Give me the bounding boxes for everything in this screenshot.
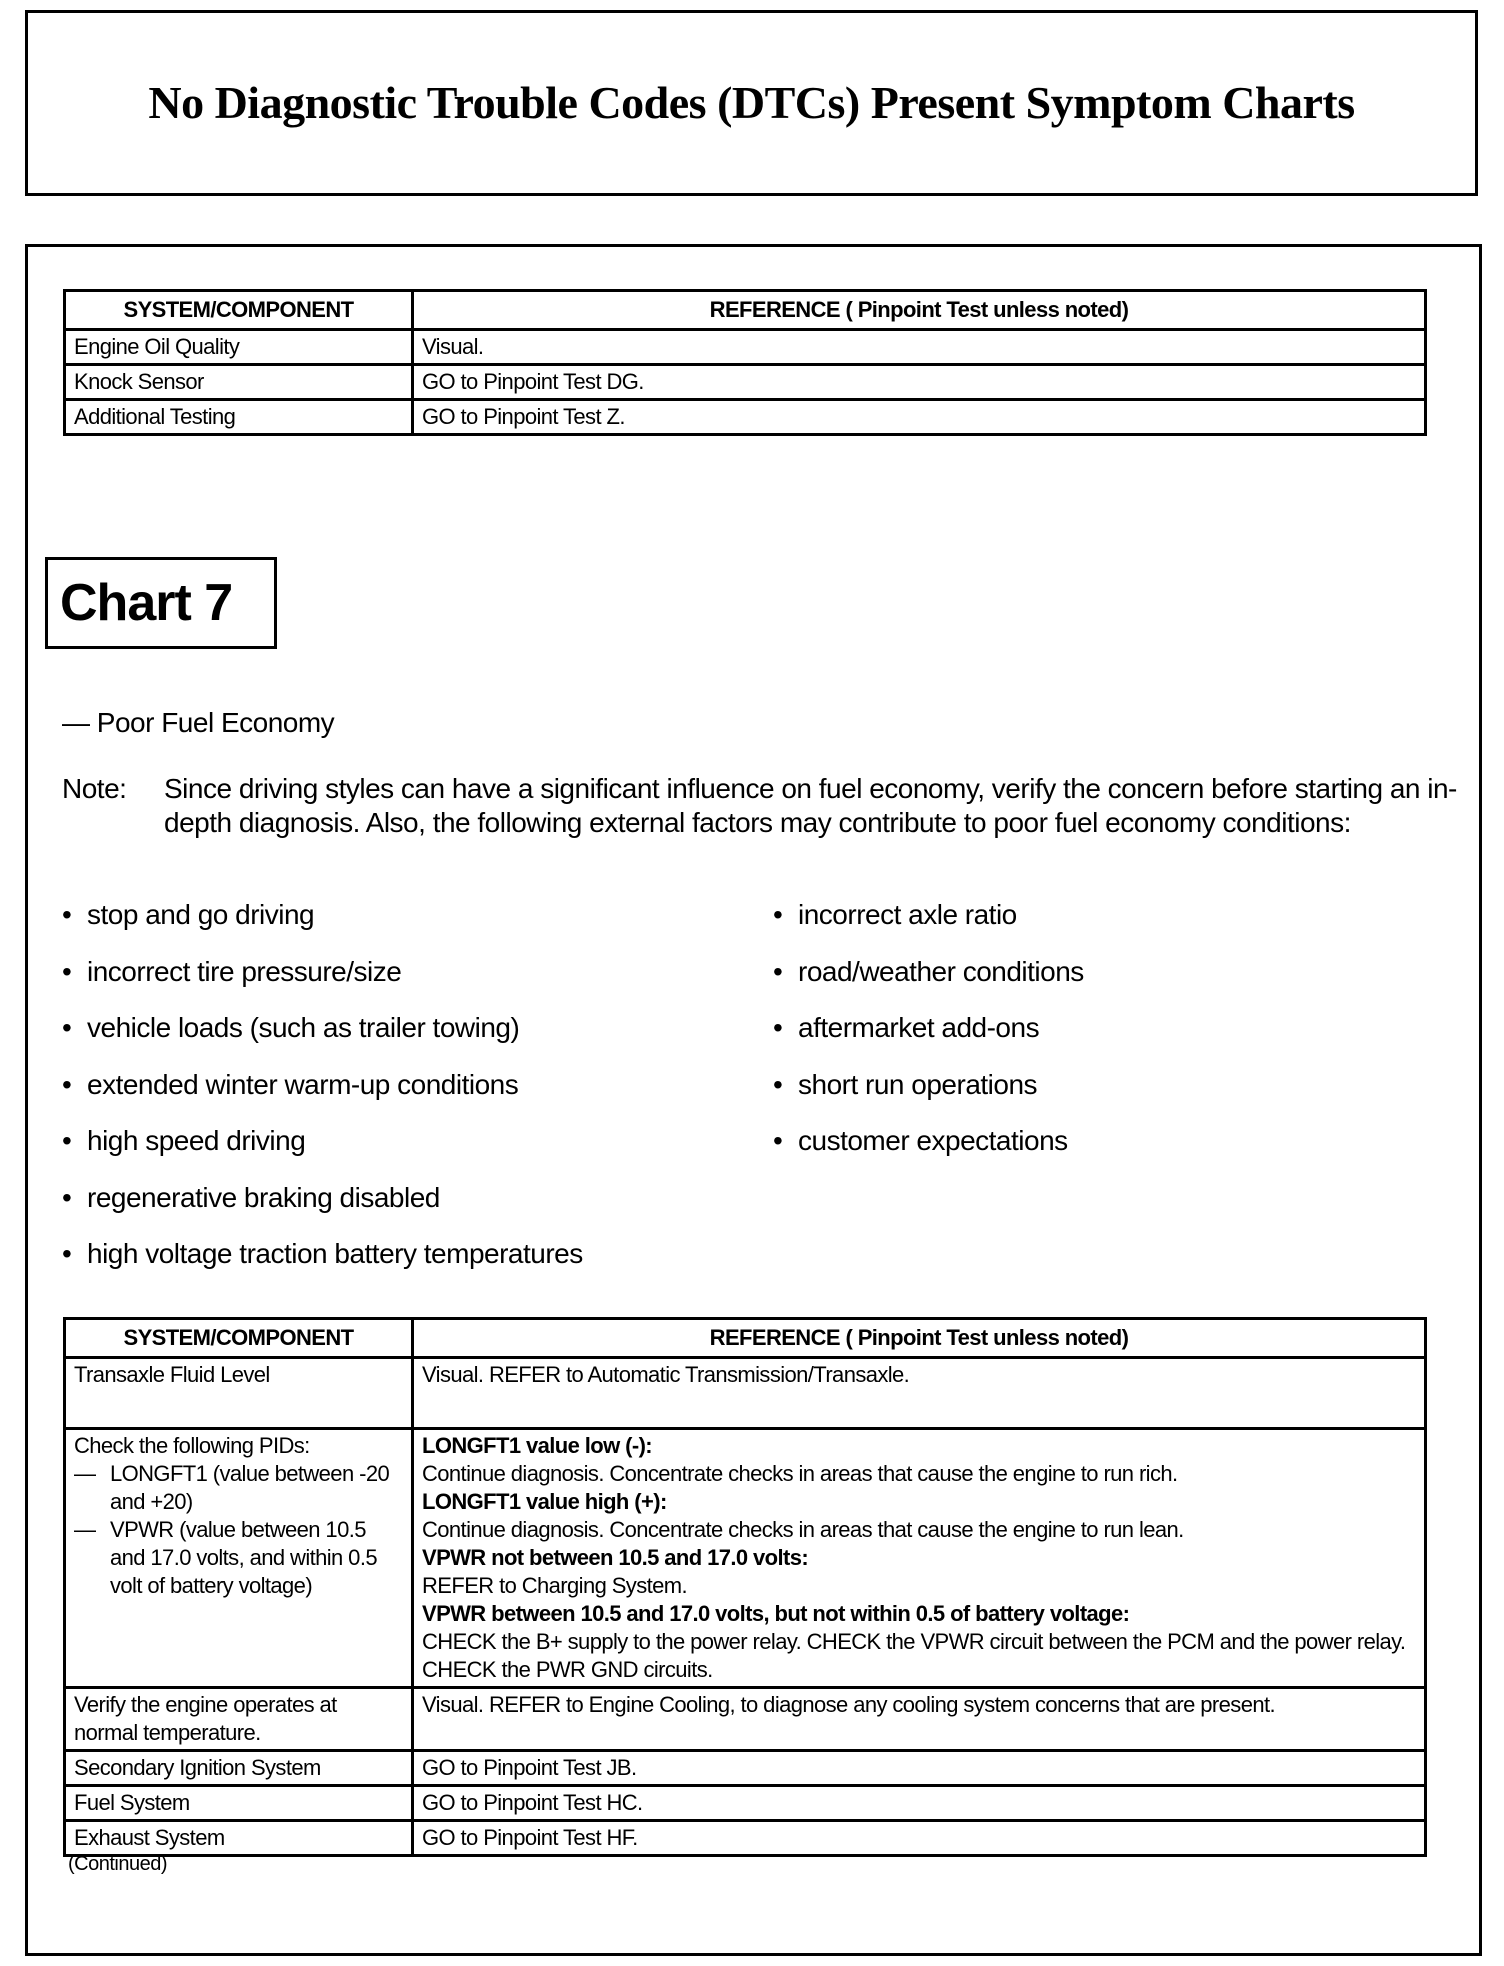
bullet-icon: •	[773, 955, 783, 987]
component-cell: Verify the engine operates at normal temperature.	[65, 1688, 413, 1751]
content-panel	[25, 244, 1482, 1956]
list-item	[62, 1125, 583, 1182]
page-title: No Diagnostic Trouble Codes (DTCs) Present Symptom Charts	[148, 77, 1355, 128]
chart-number-badge: Chart 7	[45, 557, 277, 649]
component-cell: Transaxle Fluid Level	[65, 1358, 413, 1429]
condition-heading: VPWR between 10.5 and 17.0 volts, but not within 0.5 of battery voltage:	[422, 1601, 1130, 1626]
bullet-icon: •	[773, 1012, 783, 1043]
bullet-icon: •	[62, 1181, 72, 1213]
reference-table-2	[63, 1317, 1427, 1857]
reference-table-1	[63, 289, 1427, 436]
dash-icon: —	[74, 1461, 96, 1486]
list-item	[773, 1125, 1084, 1182]
condition-text: Continue diagnosis. Concentrate checks in areas that cause the engine to run lean.	[422, 1517, 1184, 1542]
condition-text: REFER to Charging System.	[422, 1573, 687, 1598]
condition-heading: VPWR not between 10.5 and 17.0 volts:	[422, 1545, 809, 1570]
reference-cell: GO to Pinpoint Test HC.	[413, 1786, 1426, 1821]
dash-icon: —	[74, 1517, 96, 1542]
list-item	[74, 1516, 403, 1600]
list-item	[62, 1069, 583, 1126]
factors-list-left	[62, 899, 583, 1295]
factor-text: high speed driving	[87, 1125, 306, 1156]
pid-item: LONGFT1 (value between -20 and +20)	[110, 1461, 390, 1514]
table-header-row	[65, 291, 1426, 330]
header-reference: REFERENCE ( Pinpoint Test unless noted)	[413, 1319, 1426, 1358]
condition-heading: LONGFT1 value high (+):	[422, 1489, 667, 1514]
list-item	[62, 956, 583, 1013]
reference-cell	[413, 1429, 1426, 1688]
header-reference: REFERENCE ( Pinpoint Test unless noted)	[413, 291, 1426, 330]
factor-text: aftermarket add-ons	[798, 1012, 1040, 1043]
condition-text: Continue diagnosis. Concentrate checks in areas that cause the engine to run rich.	[422, 1461, 1178, 1486]
factor-text: high voltage traction battery temperatures	[87, 1238, 583, 1269]
bullet-icon: •	[62, 1125, 72, 1156]
bullet-icon: •	[62, 1068, 72, 1100]
reference-cell: Visual. REFER to Automatic Transmission/Transaxle.	[413, 1358, 1426, 1429]
pid-intro: Check the following PIDs:	[74, 1433, 310, 1458]
bullet-icon: •	[62, 899, 72, 930]
component-cell	[65, 1429, 413, 1688]
table-row	[65, 1688, 1426, 1751]
component-cell: Exhaust System	[65, 1821, 413, 1856]
bullet-icon: •	[62, 1012, 72, 1043]
pid-item: VPWR (value between 10.5 and 17.0 volts, and within 0.5 volt of battery voltage)	[110, 1517, 377, 1598]
note-block	[62, 772, 1462, 840]
table-row	[65, 1751, 1426, 1786]
header-system-component: SYSTEM/COMPONENT	[65, 1319, 413, 1358]
page-title-box	[25, 10, 1478, 196]
list-item	[773, 1069, 1084, 1126]
factor-text: incorrect axle ratio	[798, 899, 1017, 930]
list-item	[62, 1238, 583, 1295]
factor-text: short run operations	[798, 1068, 1038, 1100]
list-item	[773, 899, 1084, 956]
bullet-icon: •	[773, 899, 783, 930]
factor-text: incorrect tire pressure/size	[87, 955, 402, 987]
reference-cell: GO to Pinpoint Test Z.	[413, 400, 1426, 435]
table-header-row	[65, 1319, 1426, 1358]
factors-list-right	[773, 899, 1084, 1182]
symptom-heading: — Poor Fuel Economy	[62, 707, 335, 738]
table-row	[65, 1786, 1426, 1821]
table-row	[65, 400, 1426, 435]
component-cell: Additional Testing	[65, 400, 413, 435]
reference-cell: GO to Pinpoint Test JB.	[413, 1751, 1426, 1786]
continued-label: (Continued)	[68, 1853, 168, 1875]
list-item	[773, 956, 1084, 1013]
factor-text: customer expectations	[798, 1125, 1068, 1156]
note-text: Since driving styles can have a significant influence on fuel economy, verify the concern before starting an in-depth diagnosis. Also, the following external factors may contribute to poor fuel economy conditions:	[164, 773, 1457, 838]
factor-text: stop and go driving	[87, 899, 315, 930]
bullet-icon: •	[62, 955, 72, 987]
note-label: Note:	[62, 773, 127, 804]
condition-text: CHECK the B+ supply to the power relay. CHECK the VPWR circuit between the PCM and the power relay. CHECK the PWR GND circuits.	[422, 1629, 1406, 1682]
list-item	[62, 1012, 583, 1069]
component-cell: Engine Oil Quality	[65, 330, 413, 365]
pid-list	[74, 1460, 403, 1600]
bullet-icon: •	[62, 1238, 72, 1269]
reference-cell: GO to Pinpoint Test HF.	[413, 1821, 1426, 1856]
factor-text: vehicle loads (such as trailer towing)	[87, 1012, 520, 1043]
table-row	[65, 365, 1426, 400]
reference-cell: GO to Pinpoint Test DG.	[413, 365, 1426, 400]
condition-heading: LONGFT1 value low (-):	[422, 1433, 653, 1458]
list-item	[773, 1012, 1084, 1069]
reference-cell: Visual.	[413, 330, 1426, 365]
table-row	[65, 330, 1426, 365]
list-item	[74, 1460, 403, 1516]
table-row	[65, 1821, 1426, 1856]
bullet-icon: •	[773, 1068, 783, 1100]
table-row	[65, 1358, 1426, 1429]
list-item	[62, 899, 583, 956]
factor-text: road/weather conditions	[798, 955, 1084, 987]
component-cell: Fuel System	[65, 1786, 413, 1821]
list-item	[62, 1182, 583, 1239]
component-cell: Secondary Ignition System	[65, 1751, 413, 1786]
bullet-icon: •	[773, 1125, 783, 1156]
table-row	[65, 1429, 1426, 1688]
component-cell: Knock Sensor	[65, 365, 413, 400]
factor-text: extended winter warm-up conditions	[87, 1068, 519, 1100]
header-system-component: SYSTEM/COMPONENT	[65, 291, 413, 330]
reference-cell: Visual. REFER to Engine Cooling, to diagnose any cooling system concerns that are present.	[413, 1688, 1426, 1751]
factor-text: regenerative braking disabled	[87, 1181, 440, 1213]
